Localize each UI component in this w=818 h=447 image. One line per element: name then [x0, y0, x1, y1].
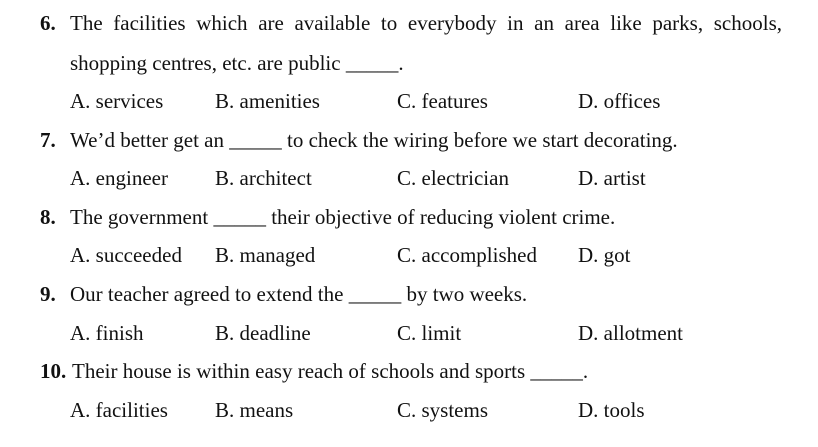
question-text-continued: shopping centres, etc. are public _____. [70, 51, 404, 75]
option-c: C. features [397, 89, 488, 113]
option-d: D. artist [578, 166, 646, 190]
option-b: B. amenities [215, 89, 320, 113]
question-number: 7. [40, 128, 56, 152]
question-text: Our teacher agreed to extend the _____ by two weeks. [70, 282, 528, 306]
option-d: D. offices [578, 89, 661, 113]
option-b: B. deadline [215, 321, 311, 345]
option-a: A. finish [70, 321, 144, 345]
question-text: Their house is within easy reach of schools and sports _____. [72, 359, 589, 383]
option-d: D. allotment [578, 321, 683, 345]
question-number: 8. [40, 205, 56, 229]
option-d: D. tools [578, 398, 645, 422]
question-number: 6. [40, 11, 56, 35]
question-number: 9. [40, 282, 56, 306]
option-a: A. engineer [70, 166, 168, 190]
option-c: C. limit [397, 321, 462, 345]
option-b: B. architect [215, 166, 312, 190]
question-text: The facilities which are available to everybody in an area like parks, schools, [70, 11, 782, 35]
option-d: D. got [578, 243, 631, 267]
option-a: A. services [70, 89, 164, 113]
option-b: B. means [215, 398, 294, 422]
option-a: A. succeeded [70, 243, 182, 267]
question-text: We’d better get an _____ to check the wiring before we start decorating. [70, 128, 678, 152]
option-a: A. facilities [70, 398, 168, 422]
option-c: C. accomplished [397, 243, 537, 267]
option-c: C. electrician [397, 166, 509, 190]
option-c: C. systems [397, 398, 489, 422]
question-text: The government _____ their objective of reducing violent crime. [70, 205, 616, 229]
question-number: 10. [40, 359, 67, 383]
option-b: B. managed [215, 243, 316, 267]
